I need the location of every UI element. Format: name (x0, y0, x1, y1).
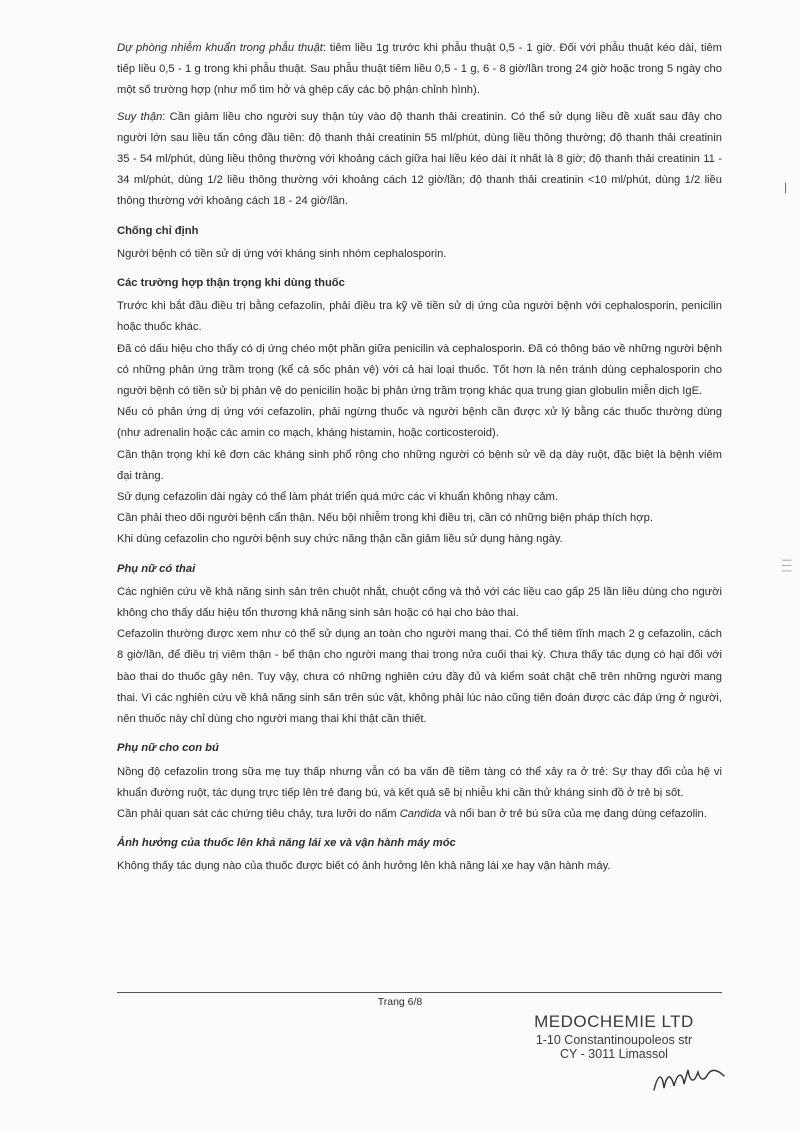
heading-precautions: Các trường hợp thận trọng khi dùng thuốc (117, 277, 345, 290)
term-surgical-prophylaxis: Dự phòng nhiễm khuẩn trong phẫu thuật (117, 42, 323, 54)
stamp-company-name: MEDOCHEMIE LTD (534, 1012, 694, 1031)
text-driving: Không thấy tác dụng nào của thuốc được biết có ảnh hưởng lên khả năng lái xe hay vận hành máy. (117, 860, 611, 873)
margin-mark: | (784, 180, 788, 194)
text-pregnancy-2: Cefazolin thường được xem như có thể sử dụng an toàn cho người mang thai. Có thể tiêm tĩnh mạch 2 g cefazolin, cách 8 giờ/lần, để điều trị viêm thận - bể thận cho người mang thai trong nửa cuối thai kỳ. Chưa thấy tác dụng có hại đối với bào thai do thuốc gây nên. Tuy vậy, chưa có những nghiên cứu đầy đủ và kiểm soát chặt chẽ trên những người mang thai. Vì các nghiên cứu về khả năng sinh sản trên súc vật, không phải lúc nào cũng tiên đoán được các đáp ứng ở người, nên thuốc này chỉ dùng cho người mang thai khi thật cần thiết. (117, 628, 722, 726)
text-pregnancy-1: Các nghiên cứu về khả năng sinh sản trên chuột nhắt, chuột cống và thỏ với các liều cao gấp 25 lần liều dùng cho người không cho thấy dấu hiệu tổn thương khả năng sinh sản hoặc có hại cho bào thai. (117, 585, 722, 620)
stamp-address-line-1: 1-10 Constantinoupoleos str (535, 1033, 693, 1047)
heading-contraindications: Chống chỉ định (117, 224, 199, 237)
margin-mark: | | | (781, 558, 793, 573)
text-contraindications: Người bệnh có tiền sử dị ứng với kháng sinh nhóm cephalosporin. (117, 247, 447, 260)
text-precaution-6: Cần phải theo dõi người bệnh cẩn thận. Nếu bội nhiễm trong khi điều trị, cần có những biện pháp thích hợp. (117, 512, 653, 525)
text-precaution-2: Đã có dấu hiệu cho thấy có dị ứng chéo một phần giữa penicilin và cephalosporin. Đã có thông báo về những người bệnh có những phản ứng trầm trọng (kể cả sốc phản vệ) với cả hai loại thuốc. Tốt hơn là nên tránh dùng cephalosporin cho người bệnh có tiền sử bị phản vệ do penicilin hoặc bị phản ứng trầm trọng khác qua trung gian globulin miễn dịch IgE. (117, 342, 722, 398)
text-lactation-1: Nồng độ cefazolin trong sữa mẹ tuy thấp nhưng vẫn có ba vấn đề tiềm tàng có thể xảy ra ở trẻ: Sự thay đổi của hệ vi khuẩn đường ruột, tác dụng trực tiếp lên trẻ đang bú, và kết quả sẽ bị nhiễu khi cần thử kháng sinh đồ ở trẻ bị sốt. (117, 765, 722, 799)
text-precaution-3: Nếu có phản ứng dị ứng với cefazolin, phải ngừng thuốc và người bệnh cần được xử lý bằng các thuốc thường dùng (như adrenalin hoặc các amin co mạch, kháng histamin, hoặc corticosteroid). (117, 406, 722, 440)
heading-pregnancy: Phụ nữ có thai (117, 562, 196, 575)
text-lactation-2 (117, 804, 722, 825)
company-stamp (519, 1012, 709, 1061)
text-lactation-2c: và nổi ban ở trẻ bú sữa của mẹ đang dùng cefazolin. (441, 807, 707, 820)
text-renal-failure: : Cần giảm liều cho người suy thận tùy vào độ thanh thải creatinin. Có thể sử dụng liều đề xuất sau đây cho người lớn sau liều tấn công đầu tiên: độ thanh thải creatinin 55 ml/phút, dùng liều thông thường; độ thanh thải creatinin 35 - 54 ml/phút, dùng liều thông thường với khoảng cách giữa hai liều kéo dài ít nhất là 8 giờ; độ thanh thải creatinin 11 - 34 ml/phút, dùng 1/2 liều thông thường với khoảng cách 12 giờ/lần; độ thanh thải creatinin <10 ml/phút, dùng 1/2 liều thông thường với khoảng cách 18 - 24 giờ/lần. (117, 110, 722, 208)
term-renal-failure: Suy thận (117, 110, 163, 123)
heading-driving: Ảnh hưởng của thuốc lên khả năng lái xe và vận hành máy móc (117, 837, 456, 850)
stamp-address-line-2: CY - 3011 Limassol (560, 1047, 668, 1061)
paragraph-surgical-prophylaxis (117, 38, 722, 102)
text-precaution-7: Khi dùng cefazolin cho người bệnh suy chức năng thận cần giảm liều sử dụng hàng ngày. (117, 533, 563, 546)
footer-divider (117, 992, 722, 993)
text-surgical-prophylaxis: : tiêm liều 1g trước khi phẫu thuật 0,5 - 1 giờ. Đối với phẫu thuật kéo dài, tiêm tiếp liều 0,5 - 1 g trong khi phẫu thuật. Sau phẫu thuật tiêm liều 0,5 - 1 g, 6 - 8 giờ/lần trong 24 giờ hoặc trong 5 ngày cho một số trường hợp (như mổ tim hở và ghép cấy các bộ phận chỉnh hình). (117, 42, 722, 97)
text-precaution-4: Cần thận trọng khi kê đơn các kháng sinh phổ rộng cho những người có bệnh sử về dạ dày ruột, đặc biệt là bệnh viêm đại tràng. (117, 448, 722, 482)
text-precaution-5: Sử dụng cefazolin dài ngày có thể làm phát triển quá mức các vi khuẩn không nhạy cảm. (117, 491, 558, 504)
heading-lactation: Phụ nữ cho con bú (117, 742, 219, 755)
paragraph-renal-failure (117, 107, 722, 213)
page-number: Trang 6/8 (377, 996, 423, 1008)
term-candida: Candida (399, 807, 442, 820)
handwritten-signature (650, 1060, 730, 1105)
text-lactation-2a: Cần phải quan sát các chứng tiêu chảy, tưa lưỡi do nấm (117, 807, 400, 820)
document-body (117, 38, 722, 878)
text-precaution-1: Trước khi bắt đầu điều trị bằng cefazolin, phải điều tra kỹ về tiền sử dị ứng của người bệnh với cephalosporin, penicilin hoặc thuốc khác. (117, 300, 722, 334)
